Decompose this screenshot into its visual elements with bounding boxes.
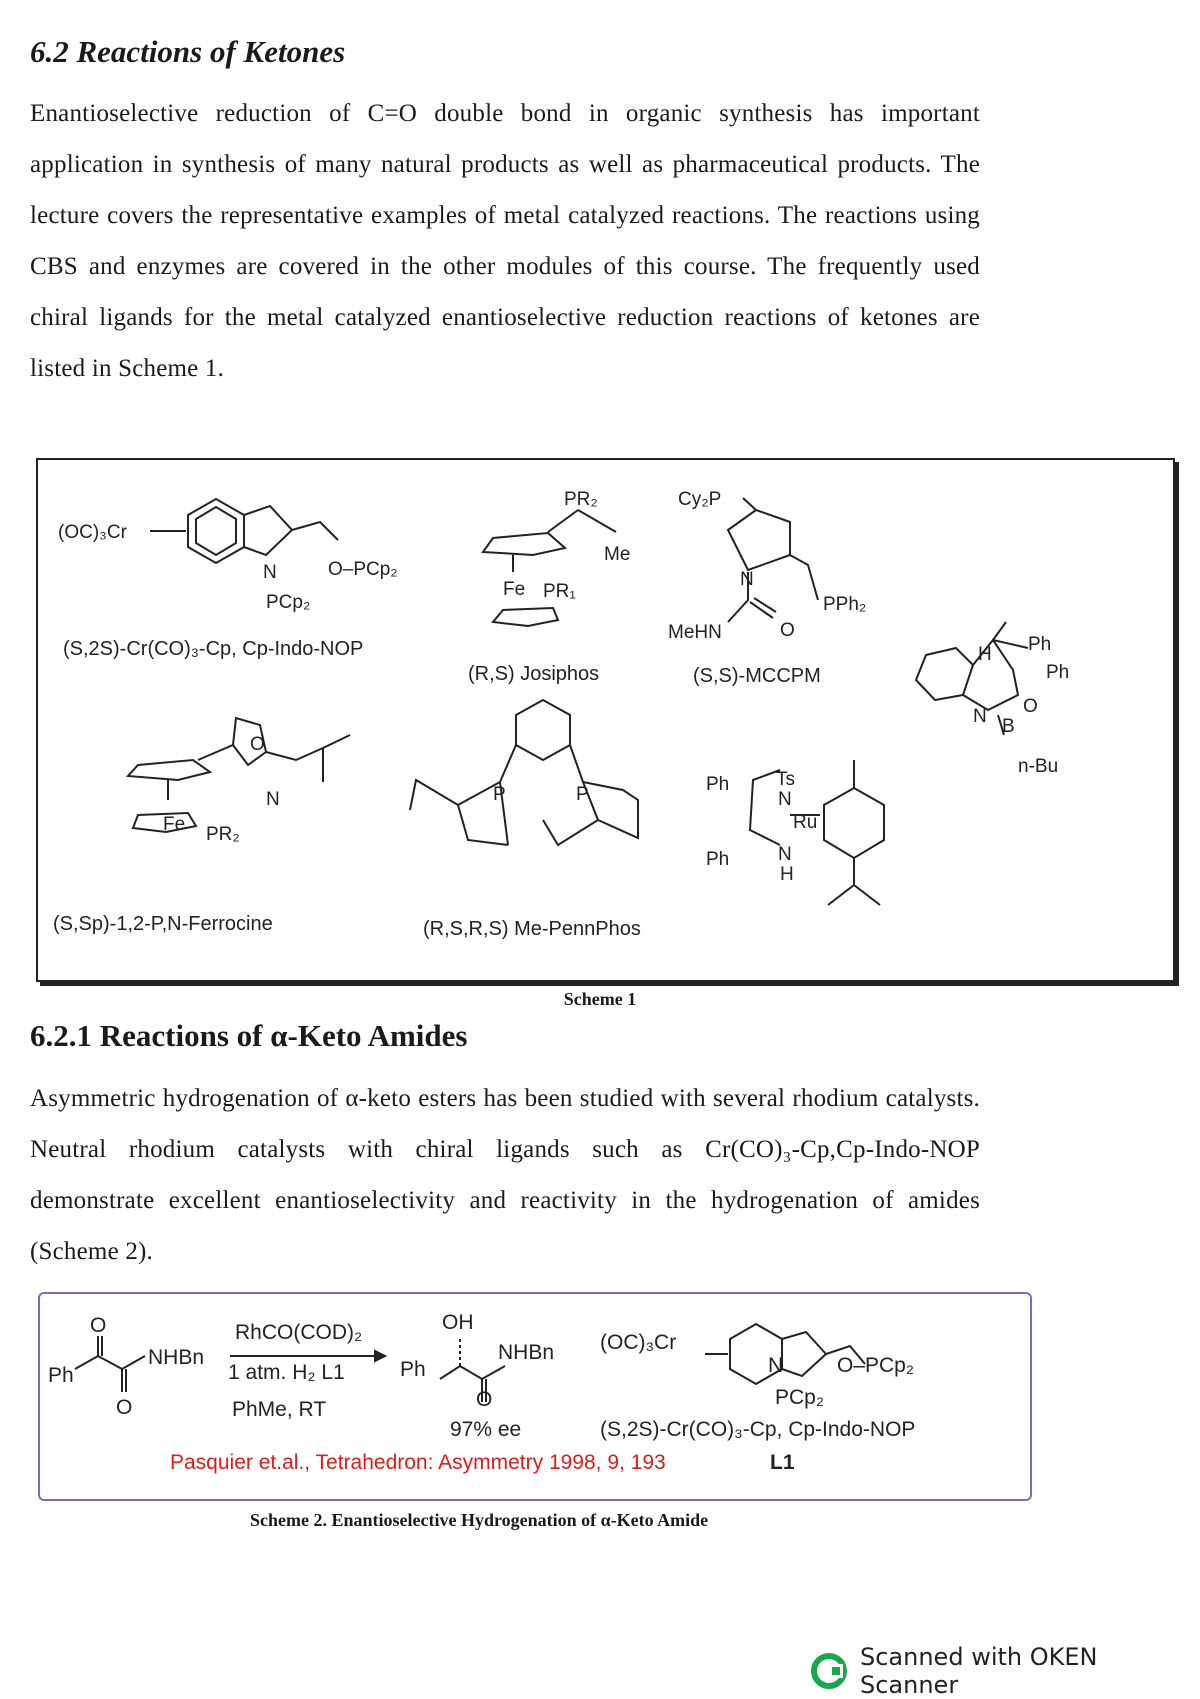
cbs-ph1-label: Ph [1028, 634, 1052, 655]
penn-p1-label: P [493, 784, 506, 805]
ferrocine-name: (S,Sp)-1,2-P,N-Ferrocine [53, 913, 273, 935]
penn-p2-label: P [576, 784, 589, 805]
pennphos-name: (R,S,R,S) Me-PennPhos [423, 918, 641, 940]
scanner-footer [810, 1643, 1200, 1699]
product-ph: Ph [400, 1358, 426, 1381]
fe-label: Fe [503, 579, 526, 600]
subsection-heading: 6.2.1 Reactions of α-Keto Amides [30, 1018, 468, 1053]
section-heading: 6.2 Reactions of Ketones [30, 34, 346, 69]
mccpm-n-label: N [740, 569, 754, 590]
l1-n-label: N [768, 1354, 784, 1377]
scheme1-caption: Scheme 1 [563, 989, 637, 1009]
conditions-2: PhMe, RT [232, 1398, 327, 1421]
indo-nop-name: (S,2S)-Cr(CO)₃-Cp, Cp-Indo-NOP [63, 638, 364, 660]
reactant-ph: Ph [48, 1364, 74, 1387]
cy2p-label: Cy₂P [678, 489, 722, 510]
ts-label: Ts [776, 769, 795, 790]
reactant-o-bottom: O [116, 1396, 133, 1419]
reactant-o-top: O [90, 1314, 107, 1337]
ligand-name: (S,2S)-Cr(CO)₃-Cp, Cp-Indo-NOP [600, 1418, 916, 1441]
pr2-label: PR₂ [564, 489, 598, 510]
ru-ph1-label: Ph [706, 774, 730, 795]
conditions-1: 1 atm. H₂ L1 [228, 1361, 345, 1384]
product-nhbn: NHBn [498, 1341, 555, 1364]
reference: Pasquier et.al., Tetrahedron: Asymmetry 1998, 9, 193 [170, 1451, 666, 1474]
nbu-label: n-Bu [1018, 756, 1059, 777]
reactant-nhbn: NHBn [148, 1346, 205, 1369]
scanner-footer-text: Scanned with OKEN Scanner [860, 1643, 1098, 1699]
mehn-label: MeHN [668, 622, 722, 643]
me-label: Me [604, 544, 631, 565]
l1-pcp2-label: PCp₂ [775, 1386, 825, 1409]
ru-ph2-label: Ph [706, 849, 730, 870]
ru-h-label: H [780, 864, 794, 885]
ru-label: Ru [793, 812, 818, 833]
ru-n1-label: N [778, 789, 792, 810]
cbs-b-label: B [1002, 716, 1015, 737]
scheme1-box [36, 458, 1175, 982]
paragraph-2: Asymmetric hydrogenation of α-keto esters has been studied with several rhodium catalysts. Neutral rhodium catalysts with chiral ligands such as Cr(CO)₃-Cp,Cp-Indo-NOP demonstrate excellent enantioselectivity and reactivity in the hydrogenation of amides (Scheme 2). [30, 1085, 980, 1265]
mccpm-name: (S,S)-MCCPM [693, 665, 821, 687]
scheme1-structures [38, 460, 1173, 980]
ferro-fe-label: Fe [163, 814, 186, 835]
l1-cr-label: (OC)₃Cr [600, 1331, 677, 1354]
ferro-n-label: N [266, 789, 280, 810]
l1-o-pcp2-label: O–PCp₂ [837, 1354, 915, 1377]
cbs-ph2-label: Ph [1046, 662, 1070, 683]
cr-label: (OC)₃Cr [58, 522, 127, 543]
cbs-h-label: H [978, 644, 992, 665]
n-label: N [263, 562, 277, 583]
ee-value: 97% ee [450, 1418, 522, 1441]
ferro-pr2-label: PR₂ [206, 824, 240, 845]
scheme2-reaction [40, 1294, 1030, 1499]
pcp2-label: PCp₂ [266, 592, 311, 613]
reagent: RhCO(COD)₂ [235, 1321, 363, 1344]
product-o: O [476, 1388, 493, 1411]
ru-n2-label: N [778, 844, 792, 865]
cbs-o-label: O [1023, 696, 1038, 717]
intro-paragraph: Enantioselective reduction of C=O double bond in organic synthesis has important application in synthesis of many natural products as well as pharmaceutical products. The lecture covers the representative examples of metal catalyzed reactions. The reactions using CBS and enzymes are covered in the other modules of this course. The frequently used chiral ligands for the metal catalyzed enantioselective reduction reactions of ketones are listed in Scheme 1. [30, 100, 980, 382]
pph2-label: PPh₂ [823, 594, 867, 615]
scheme2-box [38, 1292, 1032, 1501]
o-pcp2-label: O–PCp₂ [328, 559, 398, 580]
pr1-label: PR₁ [543, 581, 576, 602]
scanner-logo-icon [810, 1652, 848, 1690]
ferro-o-label: O [250, 734, 265, 755]
product-oh: OH [442, 1311, 474, 1334]
scheme2-caption: Scheme 2. Enantioselective Hydrogenation of α-Keto Amide [250, 1510, 709, 1530]
cbs-n-label: N [973, 706, 987, 727]
josiphos-name: (R,S) Josiphos [468, 663, 600, 685]
mccpm-o-label: O [780, 620, 795, 641]
ligand-label: L1 [770, 1451, 795, 1474]
